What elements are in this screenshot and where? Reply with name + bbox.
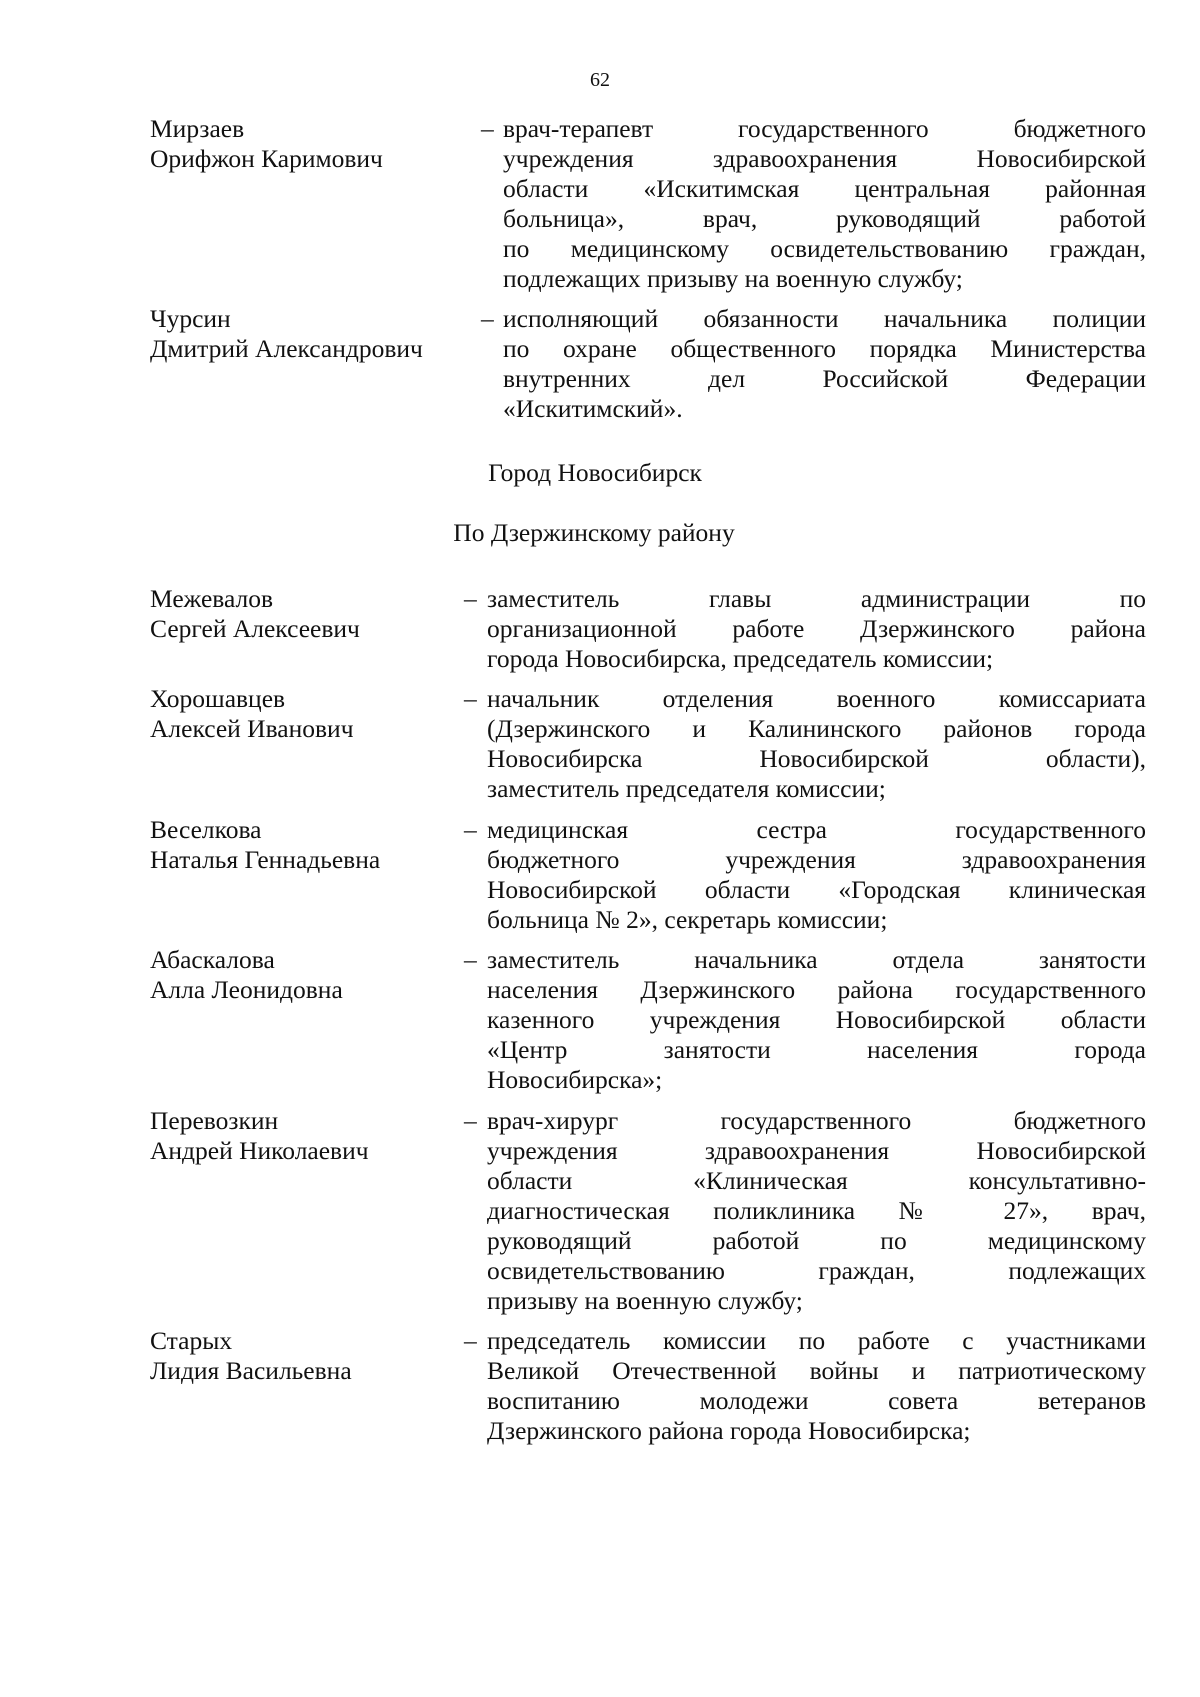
role-line: «Искитимский». (503, 394, 683, 423)
role-line: руководящий работой по медицинскому (487, 1226, 1146, 1255)
role-line: Новосибирской области «Городская клиническая (487, 875, 1146, 904)
member-name (150, 684, 480, 744)
member-name (150, 945, 480, 1005)
dash-separator: – (464, 684, 477, 713)
role-line: заместитель председателя комиссии; (487, 774, 886, 803)
member-surname: Старых (150, 1326, 233, 1355)
role-line: по медицинскому освидетельствованию граждан, (503, 234, 1146, 263)
role-line: исполняющий обязанности начальника полиции (503, 304, 1146, 333)
role-line: (Дзержинского и Калининского районов города (487, 714, 1146, 743)
member-entry-perevozkin (150, 1106, 1146, 1316)
member-surname: Веселкова (150, 815, 262, 844)
member-role (487, 945, 1146, 1095)
dash-separator: – (464, 1106, 477, 1135)
dash-separator: – (464, 584, 477, 613)
member-entry-mirzaev (150, 114, 1146, 294)
member-given-names: Лидия Васильевна (150, 1356, 352, 1385)
role-line: врач-терапевт государственного бюджетного (503, 114, 1146, 143)
page-number: 62 (590, 69, 610, 91)
role-line: председатель комиссии по работе с участниками (487, 1326, 1146, 1355)
member-given-names: Наталья Геннадьевна (150, 845, 381, 874)
member-role (487, 584, 1146, 674)
role-line: Дзержинского района города Новосибирска; (487, 1416, 971, 1445)
dash-separator: – (464, 945, 477, 974)
member-role (487, 1326, 1146, 1446)
dash-separator: – (481, 114, 494, 143)
section-heading-city: Город Новосибирск (488, 458, 702, 487)
member-role (487, 1106, 1146, 1316)
member-entry-abaskalova (150, 945, 1146, 1095)
role-line: по охране общественного порядка Министерства (503, 334, 1146, 363)
dash-separator: – (481, 304, 494, 333)
member-name (150, 1326, 480, 1386)
member-name (150, 304, 480, 364)
role-line: подлежащих призыву на военную службу; (503, 264, 963, 293)
role-line: освидетельствованию граждан, подлежащих (487, 1256, 1146, 1285)
member-surname: Хорошавцев (150, 684, 286, 713)
member-given-names: Алексей Иванович (150, 714, 354, 743)
role-line: заместитель начальника отдела занятости (487, 945, 1146, 974)
role-line: области «Искитимская центральная районная (503, 174, 1146, 203)
member-entry-khoroshavtsev (150, 684, 1146, 804)
role-line: больница», врач, руководящий работой (503, 204, 1146, 233)
role-line: медицинская сестра государственного (487, 815, 1146, 844)
role-line: внутренних дел Российской Федерации (503, 364, 1146, 393)
member-surname: Межевалов (150, 584, 274, 613)
role-line: Новосибирска»; (487, 1065, 663, 1094)
role-line: врач-хирург государственного бюджетного (487, 1106, 1146, 1135)
member-role (487, 815, 1146, 935)
member-surname: Мирзаев (150, 114, 245, 143)
member-entry-veselkova (150, 815, 1146, 935)
role-line: Великой Отечественной войны и патриотическому (487, 1356, 1146, 1385)
role-line: учреждения здравоохранения Новосибирской (503, 144, 1146, 173)
member-name (150, 584, 480, 644)
role-line: диагностическая поликлиника № 27», врач, (487, 1196, 1146, 1225)
member-role (503, 114, 1146, 294)
dash-separator: – (464, 1326, 477, 1355)
member-given-names: Дмитрий Александрович (150, 334, 423, 363)
role-line: города Новосибирска, председатель комиссии; (487, 644, 994, 673)
role-line: больница № 2», секретарь комиссии; (487, 905, 888, 934)
role-line: «Центр занятости населения города (487, 1035, 1146, 1064)
member-entry-starykh (150, 1326, 1146, 1446)
member-role (503, 304, 1146, 424)
member-given-names: Андрей Николаевич (150, 1136, 369, 1165)
member-name (150, 114, 480, 174)
member-name (150, 1106, 480, 1166)
member-surname: Чурсин (150, 304, 231, 333)
role-line: заместитель главы администрации по (487, 584, 1146, 613)
member-entry-mezhevalov (150, 584, 1146, 674)
role-line: Новосибирска Новосибирской области), (487, 744, 1146, 773)
member-given-names: Алла Леонидовна (150, 975, 343, 1004)
role-line: воспитанию молодежи совета ветеранов (487, 1386, 1146, 1415)
member-role (487, 684, 1146, 804)
member-surname: Абаскалова (150, 945, 275, 974)
section-heading-district: По Дзержинскому району (453, 518, 735, 547)
role-line: бюджетного учреждения здравоохранения (487, 845, 1146, 874)
role-line: призыву на военную службу; (487, 1286, 803, 1315)
role-line: начальник отделения военного комиссариата (487, 684, 1146, 713)
member-given-names: Сергей Алексеевич (150, 614, 360, 643)
member-entry-chursin (150, 304, 1146, 424)
member-given-names: Орифжон Каримович (150, 144, 383, 173)
member-name (150, 815, 480, 875)
role-line: населения Дзержинского района государственного (487, 975, 1146, 1004)
dash-separator: – (464, 815, 477, 844)
role-line: учреждения здравоохранения Новосибирской (487, 1136, 1146, 1165)
role-line: казенного учреждения Новосибирской области (487, 1005, 1146, 1034)
member-surname: Перевозкин (150, 1106, 279, 1135)
role-line: области «Клиническая консультативно- (487, 1166, 1146, 1195)
role-line: организационной работе Дзержинского района (487, 614, 1146, 643)
